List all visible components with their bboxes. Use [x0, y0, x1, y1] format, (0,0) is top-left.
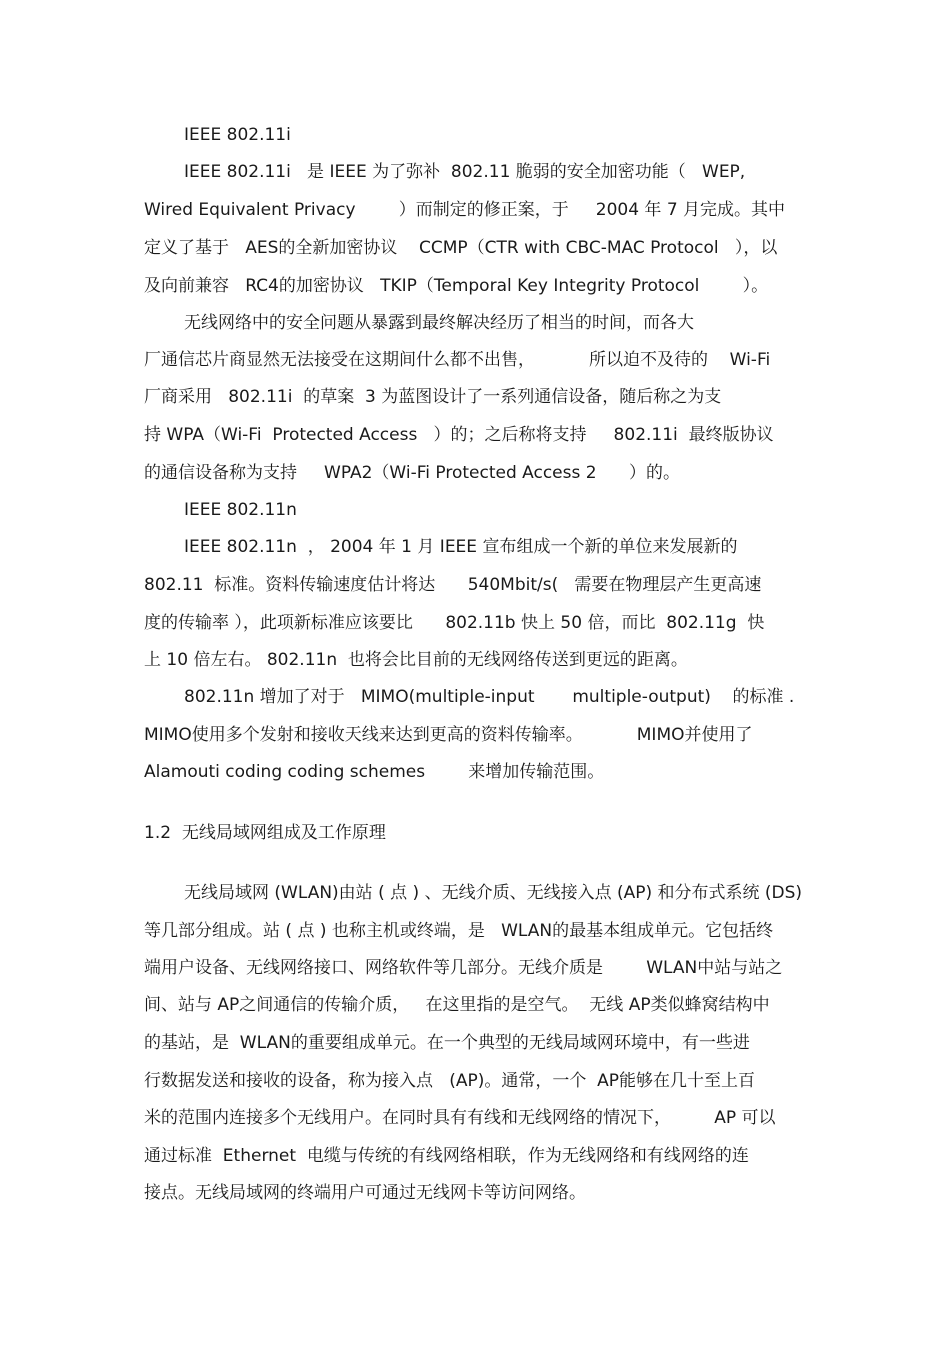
paragraph-line: IEEE 802.11i 是 IEEE 为了弥补 802.11 脆弱的安全加密功能（ WEP, [184, 162, 746, 182]
paragraph-line: 无线局域网 (WLAN)由站 ( 点 ) 、无线介质、无线接入点 (AP) 和分布式系统 (DS) [184, 883, 803, 903]
heading-ieee-80211i: IEEE 802.11i [184, 125, 291, 145]
paragraph-line: 厂商采用 802.11i 的草案 3 为蓝图设计了一系列通信设备，随后称之为支 [144, 387, 722, 407]
paragraph-line: 米的范围内连接多个无线用户。在同时具有有线和无线网络的情况下， AP 可以 [144, 1108, 776, 1128]
paragraph-line: 及向前兼容 RC4的加密协议 TKIP（Temporal Key Integrity Protocol ）。 [144, 276, 769, 296]
paragraph-line: 行数据发送和接收的设备，称为接入点 (AP)。通常，一个 AP能够在几十至上百 [144, 1071, 756, 1091]
paragraph-line: 持 WPA（Wi-Fi Protected Access ）的；之后称将支持 802.11i 最终版协议 [144, 425, 774, 445]
paragraph-line: 802.11 标准。资料传输速度估计将达 540Mbit/s( 需要在物理层产生更高速 [144, 575, 762, 595]
paragraph-line: 厂通信芯片商显然无法接受在这期间什么都不出售， 所以迫不及待的 Wi-Fi [144, 350, 771, 370]
paragraph-line: 端用户设备、无线网络接口、网络软件等几部分。无线介质是 WLAN中站与站之 [144, 958, 783, 978]
paragraph-line: 接点。无线局域网的终端用户可通过无线网卡等访问网络。 [144, 1183, 586, 1203]
section-heading: 1.2 无线局域网组成及工作原理 [144, 823, 386, 843]
paragraph-line: 的基站，是 WLAN的重要组成单元。在一个典型的无线局域网环境中，有一些进 [144, 1033, 750, 1053]
paragraph-line: 间、站与 AP之间通信的传输介质， 在这里指的是空气。 无线 AP类似蜂窝结构中 [144, 995, 770, 1015]
paragraph-line: 定义了基于 AES的全新加密协议 CCMP（CTR with CBC-MAC Protocol ），以 [144, 238, 778, 258]
paragraph-line: IEEE 802.11n ， 2004 年 1 月 IEEE 宣布组成一个新的单位来发展新的 [184, 537, 738, 557]
paragraph-line: 通过标准 Ethernet 电缆与传统的有线网络相联，作为无线网络和有线网络的连 [144, 1146, 749, 1166]
paragraph-line: 度的传输率 ），此项新标准应该要比 802.11b 快上 50 倍，而比 802.11g 快 [144, 613, 765, 633]
paragraph-line: Alamouti coding coding schemes 来增加传输范围。 [144, 762, 605, 782]
paragraph-line: 802.11n 增加了对于 MIMO(multiple-input multiple-output) 的标准 . [184, 687, 795, 707]
heading-ieee-80211n: IEEE 802.11n [184, 500, 297, 520]
paragraph-line: Wired Equivalent Privacy ）而制定的修正案，于 2004 年 7 月完成。其中 [144, 200, 786, 220]
paragraph-line: 的通信设备称为支持 WPA2（Wi-Fi Protected Access 2 ）的。 [144, 463, 680, 483]
paragraph-line: 上 10 倍左右。 802.11n 也将会比目前的无线网络传送到更远的距离。 [144, 650, 688, 670]
paragraph-line: 等几部分组成。站 ( 点 ) 也称主机或终端，是 WLAN的最基本组成单元。它包括终 [144, 921, 774, 941]
paragraph-line: MIMO使用多个发射和接收天线来达到更高的资料传输率。 MIMO并使用了 [144, 725, 753, 745]
paragraph-line: 无线网络中的安全问题从暴露到最终解决经历了相当的时间，而各大 [184, 313, 694, 333]
